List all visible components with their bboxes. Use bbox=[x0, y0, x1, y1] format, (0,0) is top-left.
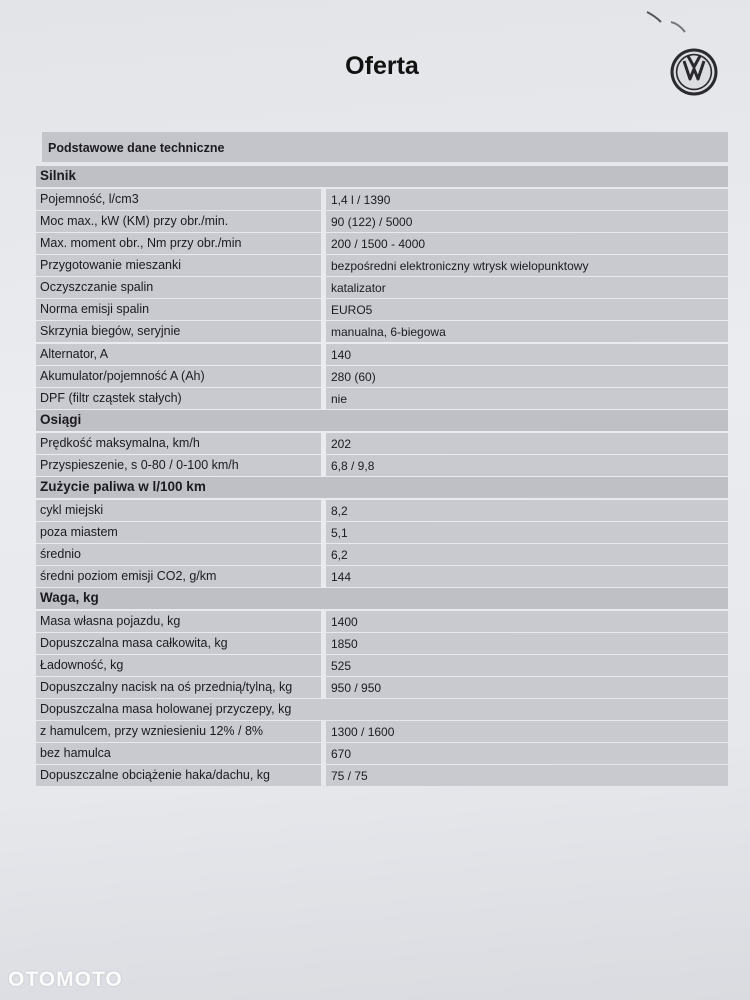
row-label: średnio bbox=[36, 544, 321, 565]
table-row bbox=[36, 366, 728, 387]
table-row bbox=[36, 299, 728, 320]
table-row bbox=[36, 500, 728, 521]
table-row bbox=[36, 743, 728, 764]
row-label: średni poziom emisji CO2, g/km bbox=[36, 566, 321, 587]
row-label: Ładowność, kg bbox=[36, 655, 321, 676]
row-label: Moc max., kW (KM) przy obr./min. bbox=[36, 211, 321, 232]
table-row bbox=[36, 433, 728, 454]
row-value: 200 / 1500 - 4000 bbox=[326, 233, 728, 254]
row-label: Pojemność, l/cm3 bbox=[36, 189, 321, 210]
row-label: Masa własna pojazdu, kg bbox=[36, 611, 321, 632]
row-value: 670 bbox=[326, 743, 728, 764]
table-row bbox=[36, 544, 728, 565]
table-row bbox=[36, 189, 728, 210]
row-value: nie bbox=[326, 388, 728, 409]
row-label: Akumulator/pojemność A (Ah) bbox=[36, 366, 321, 387]
row-label: Dopuszczalna masa holowanej przyczepy, kg bbox=[36, 699, 728, 720]
row-label: Przyspieszenie, s 0-80 / 0-100 km/h bbox=[36, 455, 321, 476]
table-row bbox=[36, 455, 728, 476]
table-row bbox=[36, 765, 728, 786]
table-row bbox=[36, 633, 728, 654]
table-row bbox=[36, 677, 728, 698]
row-label: Norma emisji spalin bbox=[36, 299, 321, 320]
row-value: 1300 / 1600 bbox=[326, 721, 728, 742]
row-label: cykl miejski bbox=[36, 500, 321, 521]
row-value: 8,2 bbox=[326, 500, 728, 521]
row-label: poza miastem bbox=[36, 522, 321, 543]
row-value: 140 bbox=[326, 344, 728, 365]
section-fuel-consumption: Zużycie paliwa w l/100 km bbox=[36, 477, 728, 498]
table-row bbox=[36, 344, 728, 365]
table-row bbox=[36, 699, 728, 720]
row-value: 950 / 950 bbox=[326, 677, 728, 698]
row-value: 202 bbox=[326, 433, 728, 454]
row-value: 1,4 l / 1390 bbox=[326, 189, 728, 210]
row-value: manualna, 6-biegowa bbox=[326, 321, 728, 342]
row-label: bez hamulca bbox=[36, 743, 321, 764]
table-row bbox=[36, 233, 728, 254]
table-row bbox=[36, 522, 728, 543]
row-label: Dopuszczalna masa całkowita, kg bbox=[36, 633, 321, 654]
row-value: 90 (122) / 5000 bbox=[326, 211, 728, 232]
row-label: z hamulcem, przy wzniesieniu 12% / 8% bbox=[36, 721, 321, 742]
table-row bbox=[36, 655, 728, 676]
row-value: 144 bbox=[326, 566, 728, 587]
row-value: 5,1 bbox=[326, 522, 728, 543]
table-row bbox=[36, 211, 728, 232]
row-value: 525 bbox=[326, 655, 728, 676]
otomoto-watermark: OTOMOTO bbox=[8, 968, 123, 991]
row-value: 6,8 / 9,8 bbox=[326, 455, 728, 476]
table-row bbox=[36, 255, 728, 276]
page-title: Oferta bbox=[345, 52, 419, 80]
row-value: katalizator bbox=[326, 277, 728, 298]
row-value: 6,2 bbox=[326, 544, 728, 565]
row-label: Prędkość maksymalna, km/h bbox=[36, 433, 321, 454]
row-label: DPF (filtr cząstek stałych) bbox=[36, 388, 321, 409]
table-row bbox=[36, 277, 728, 298]
row-label: Max. moment obr., Nm przy obr./min bbox=[36, 233, 321, 254]
row-value: 1850 bbox=[326, 633, 728, 654]
table-row bbox=[36, 611, 728, 632]
row-value: 280 (60) bbox=[326, 366, 728, 387]
row-label: Dopuszczalne obciążenie haka/dachu, kg bbox=[36, 765, 321, 786]
row-label: Alternator, A bbox=[36, 344, 321, 365]
table-row bbox=[36, 321, 728, 342]
row-label: Dopuszczalny nacisk na oś przednią/tylną, kg bbox=[36, 677, 321, 698]
row-value: bezpośredni elektroniczny wtrysk wielopunktowy bbox=[326, 255, 728, 276]
table-header: Podstawowe dane techniczne bbox=[42, 132, 728, 162]
section-weight: Waga, kg bbox=[36, 588, 728, 609]
section-performance: Osiągi bbox=[36, 410, 728, 431]
section-engine: Silnik bbox=[36, 166, 728, 187]
row-label: Oczyszczanie spalin bbox=[36, 277, 321, 298]
table-row bbox=[36, 388, 728, 409]
row-label: Przygotowanie mieszanki bbox=[36, 255, 321, 276]
table-row bbox=[36, 566, 728, 587]
table-row bbox=[36, 721, 728, 742]
row-value: EURO5 bbox=[326, 299, 728, 320]
row-value: 1400 bbox=[326, 611, 728, 632]
row-value: 75 / 75 bbox=[326, 765, 728, 786]
row-label: Skrzynia biegów, seryjnie bbox=[36, 321, 321, 342]
